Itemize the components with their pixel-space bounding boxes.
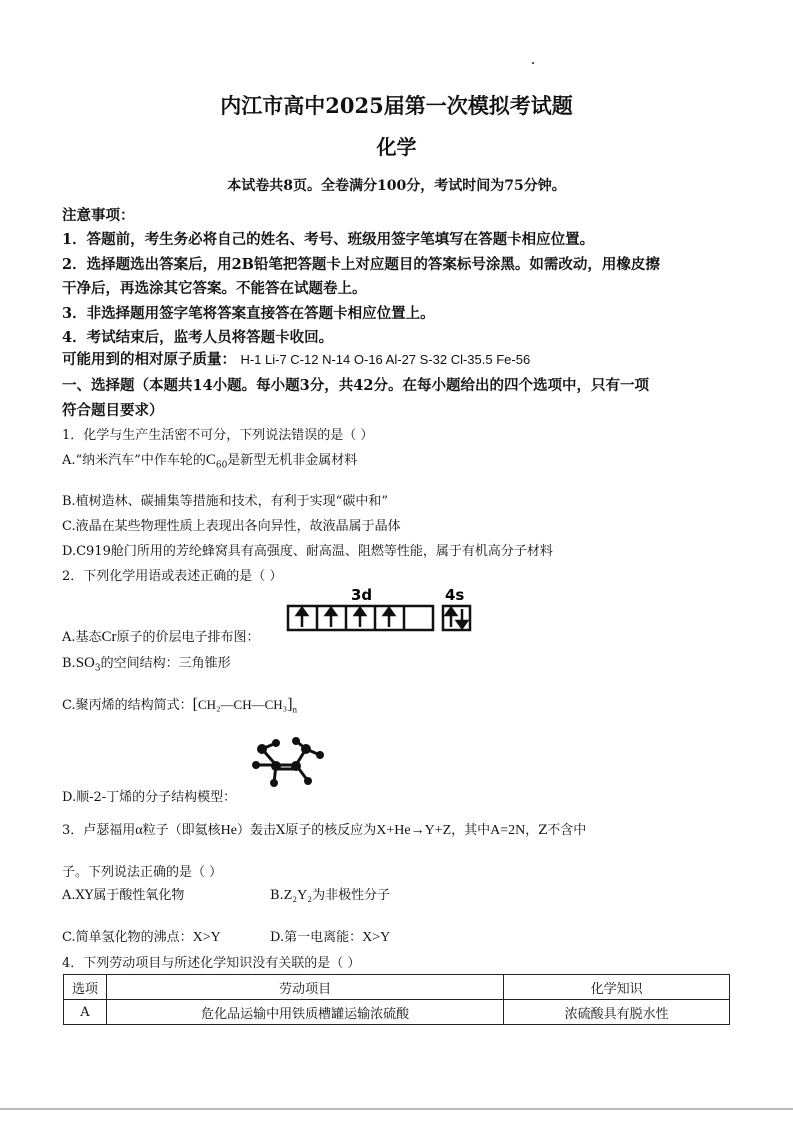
q2-stem: 2．下列化学用语或表述正确的是（ ） [62, 569, 283, 584]
q3-alpha: α [135, 823, 143, 838]
notes-heading: 注意事项： [62, 207, 135, 224]
q3-option-d [270, 926, 390, 946]
q3-options-cd [62, 926, 732, 946]
exam-intro: 本试卷共8页。全卷满分100分，考试时间为75分钟。 [227, 178, 566, 194]
q2-option-c [62, 694, 732, 715]
q3-stem [62, 819, 732, 839]
q3-he: He [220, 823, 237, 838]
electron-arrows [297, 608, 467, 628]
q4-table [63, 974, 730, 1025]
page-title: 内江市高中2025届第一次模拟考试题 [220, 93, 573, 118]
q1-a-text: A.“纳米汽车”中作车轮的 [62, 453, 206, 468]
q3-text-1: 3．卢瑟福用 [62, 823, 136, 838]
q2-b-formula: SO [75, 655, 95, 671]
q1-option-b: B.植树造林、碳捕集等措施和技术，有利于实现“碳中和” [62, 494, 388, 509]
q2-b-sub: 3 [94, 663, 101, 674]
table-cell-option: A [64, 1000, 107, 1025]
table-header-option: 选项 [64, 975, 107, 1000]
note-4: 4．考试结束后，监考人员将答题卡收回。 [62, 329, 334, 346]
note-3: 3．非选择题用签字笔将答案直接答在答题卡相应位置上。 [62, 305, 435, 322]
section-1-heading: 一、选择题（本题共14小题。每小题3分，共42分。在每小题给出的四个选项中，只有一项 [62, 377, 649, 394]
q2-a-text: A.基态 [62, 630, 102, 645]
section-1-heading-cont: 符合题目要求） [62, 402, 164, 419]
cis-2-butene-model [248, 735, 328, 793]
q3-reaction: X+He→Y+Z [376, 823, 452, 838]
table-row [64, 1000, 730, 1025]
orbital-3d-label: 3d [351, 586, 373, 604]
q2-option-d: D.顺-2-丁烯的分子结构模型： [62, 790, 237, 805]
q3-b-formula: Z₂Y₂ [283, 888, 313, 903]
note-2: 2．选择题选出答案后，用2B铅笔把答题卡上对应题目的答案标号涂黑。如需改动，用橡皮擦 [62, 256, 660, 273]
q3-condition: A=2N [490, 823, 526, 838]
table-header-knowledge: 化学知识 [504, 975, 730, 1000]
q3-c-text: C.简单氢化物的沸点： [62, 930, 193, 945]
q2-a-formula: Cr [101, 629, 117, 645]
q3-d-text: D.第一电离能： [270, 930, 363, 945]
q2-b-text-post: 的空间结构：三角锥形 [100, 656, 231, 671]
note-2-cont: 干净后，再选涂其它答案。不能答在试题卷上。 [62, 280, 367, 297]
q1-option-c: C.液晶在某些物理性质上表现出各向异性，故液晶属于晶体 [62, 519, 401, 534]
4s-orbital-box [443, 606, 470, 630]
q1-stem: 1．化学与生产生活密不可分，下列说法错误的是（ ） [62, 428, 374, 443]
atomic-mass-label: 可能用到的相对原子质量： [62, 351, 236, 368]
q3-option-b [270, 884, 390, 904]
q2-c-sub: n [292, 704, 298, 715]
q3-b-text: B. [270, 888, 284, 903]
orbital-4s-label: 4s [445, 586, 465, 604]
q4-stem: 4．下列劳动项目与所述化学知识没有关联的是（ ） [62, 956, 361, 971]
q3-text-4: ，其中 [451, 823, 491, 838]
q2-option-b [62, 652, 732, 674]
q3-stem-cont: 子。下列说法正确的是（ ） [62, 865, 223, 880]
q1-option-a [62, 449, 732, 471]
table-header-row [64, 975, 730, 1000]
q2-c-text: C.聚丙烯的结构简式： [62, 698, 193, 713]
q1-a-formula: C [205, 452, 216, 468]
subject-title: 化学 [376, 135, 417, 159]
q3-text-5: ，Z不含中 [525, 823, 587, 838]
q1-option-d: D.C919舱门所用的芳纶蜂窝具有高强度、耐高温、阻燃等性能，属于有机高分子材料 [62, 544, 553, 559]
q1-a-sub: 60 [215, 460, 228, 471]
note-1: 1．答题前，考生务必将自己的姓名、考号、班级用签字笔填写在答题卡相应位置。 [62, 231, 595, 248]
atomic-mass-line [62, 348, 732, 369]
q3-c-formula: X>Y [192, 930, 221, 945]
q2-a-text-post: 原子的价层电子排布图： [116, 630, 260, 645]
q3-text-3: ）轰击X原子的核反应为 [236, 823, 377, 838]
bottom-rule [0, 1108, 793, 1110]
q3-option-a: A.XY属于酸性氧化物 [62, 888, 185, 903]
q2-c-polymer: $[CH_2—CH—CH_3]_n$ [192, 696, 298, 715]
q3-d-formula: X>Y [362, 930, 391, 945]
q3-options-ab [62, 884, 732, 903]
atomic-mass-values: H-1 Li-7 C-12 N-14 O-16 Al-27 S-32 Cl-35.5 Fe-56 [240, 352, 531, 367]
cr-orbital-diagram [285, 585, 475, 635]
q2-b-text: B. [62, 656, 76, 671]
table-cell-knowledge: 浓硫酸具有脱水性 [504, 1000, 730, 1025]
q3-text-2: 粒子（即氦核 [142, 823, 221, 838]
q3-option-c [62, 930, 221, 945]
scan-dot [532, 62, 534, 64]
q3-b-text-post: 为非极性分子 [312, 888, 391, 903]
table-header-task: 劳动项目 [106, 975, 503, 1000]
q2-c-formula: CH₂—CH—CH₃ [197, 697, 288, 712]
q1-a-text-post: 是新型无机非金属材料 [227, 453, 358, 468]
table-cell-task: 危化品运输中用铁质槽罐运输浓硫酸 [106, 1000, 503, 1025]
